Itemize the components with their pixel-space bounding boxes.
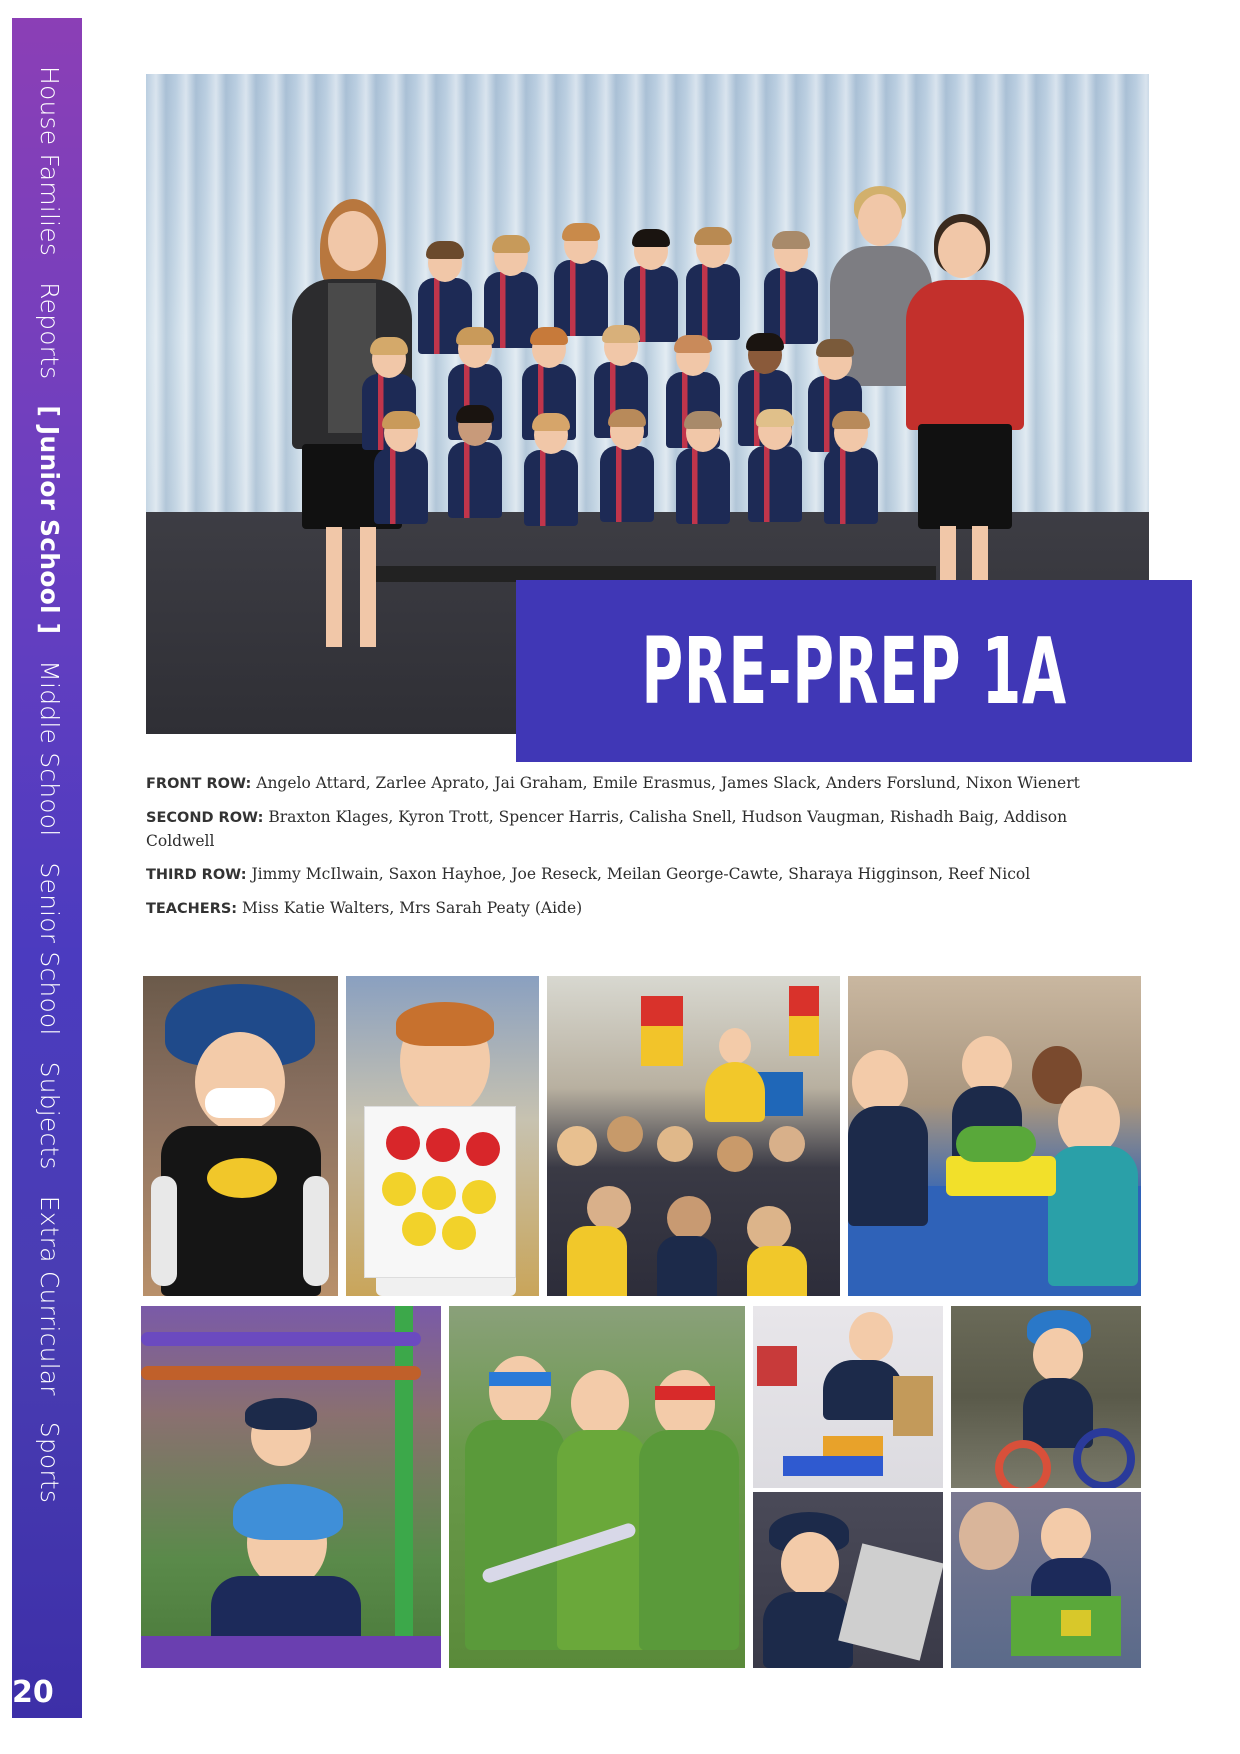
gallery-photo-tricycle (951, 1306, 1141, 1488)
class-title: PRE-PREP 1A (641, 617, 1067, 725)
section-side-tab (12, 18, 82, 1718)
student-figure (522, 416, 580, 526)
nav-item-sports[interactable]: Sports (35, 1421, 64, 1504)
student-figure (822, 414, 880, 524)
caption-label: FRONT ROW: (146, 776, 252, 792)
nav-item-extra-curricular[interactable]: Extra Curricular (35, 1195, 64, 1396)
nav-item-reports[interactable]: Reports (35, 282, 64, 380)
gallery-photo-building-blocks (753, 1306, 943, 1488)
student-figure (674, 414, 732, 524)
section-nav (12, 18, 82, 1658)
student-figure (552, 226, 610, 336)
student-figure (598, 412, 656, 522)
nav-item-subjects[interactable]: Subjects (35, 1061, 64, 1170)
caption-names: Jimmy McIlwain, Saxon Hayhoe, Joe Reseck, Meilan George-Cawte, Sharaya Higginson, Reef Nicol (251, 865, 1031, 883)
caption-label: SECOND ROW: (146, 810, 264, 826)
gallery-photo-drawing (753, 1492, 943, 1668)
nav-item-senior-school[interactable]: Senior School (35, 862, 64, 1036)
caption-names: Braxton Klages, Kyron Trott, Spencer Harris, Calisha Snell, Hudson Vaugman, Rishadh Baig, Addison Coldwell (146, 808, 1068, 850)
gallery-photo-sensory-tub (848, 976, 1141, 1296)
gallery-photo-craft-boy (346, 976, 539, 1296)
gallery-photo-puzzle (951, 1492, 1141, 1668)
caption-second-row (146, 806, 1126, 853)
student-figure (746, 412, 804, 522)
caption-teachers (146, 897, 1126, 921)
gallery-photo-classroom-mat (547, 976, 840, 1296)
title-banner (516, 580, 1192, 762)
student-figure (372, 414, 430, 524)
nav-item-junior-school[interactable]: [ Junior School ] (35, 405, 64, 635)
gallery-photo-playground (141, 1306, 441, 1668)
student-figure (446, 408, 504, 518)
caption-names: Miss Katie Walters, Mrs Sarah Peaty (Aide) (242, 899, 583, 917)
gallery-photo-batman-boy (143, 976, 338, 1296)
class-captions (146, 772, 1126, 931)
nav-item-house-families[interactable]: House Families (35, 66, 64, 257)
caption-label: THIRD ROW: (146, 867, 247, 883)
caption-names: Angelo Attard, Zarlee Aprato, Jai Graham, Emile Erasmus, James Slack, Anders Forslund, Nixon Wienert (256, 774, 1080, 792)
nav-item-middle-school[interactable]: Middle School (35, 660, 64, 837)
student-figure (762, 234, 820, 344)
page-number: 20 (12, 1675, 54, 1710)
caption-front-row (146, 772, 1126, 796)
caption-third-row (146, 863, 1126, 887)
gallery-photo-ninja-turtles (449, 1306, 745, 1668)
student-figure (684, 230, 742, 340)
caption-label: TEACHERS: (146, 901, 238, 917)
